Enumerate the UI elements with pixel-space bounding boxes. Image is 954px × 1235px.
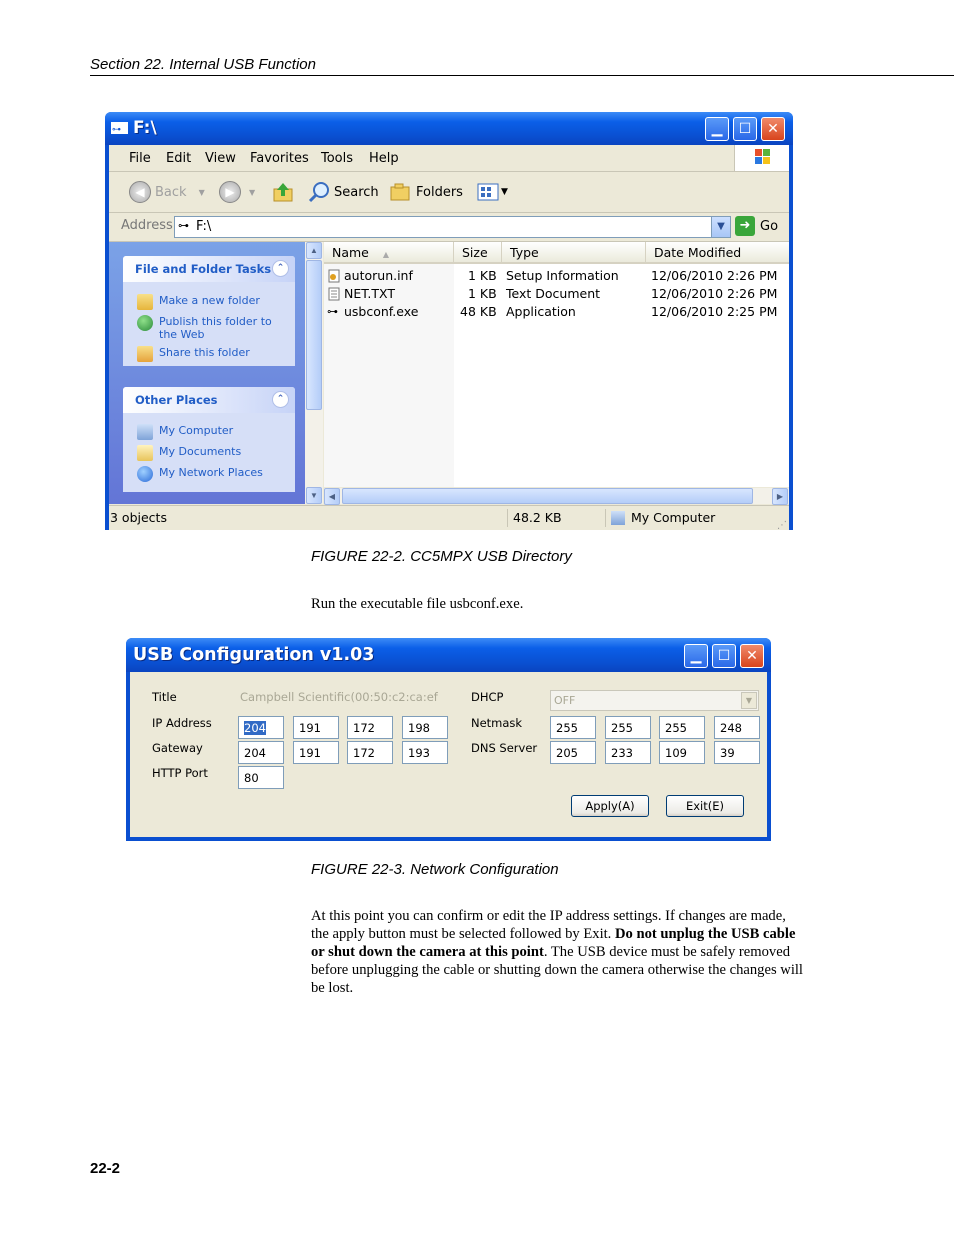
gateway-octet-1-input[interactable] bbox=[238, 741, 284, 764]
page-number: 22-2 bbox=[90, 1160, 121, 1177]
up-folder-button[interactable] bbox=[272, 172, 294, 212]
usb-config-titlebar[interactable] bbox=[126, 638, 771, 672]
chevron-down-icon: ▼ bbox=[198, 187, 205, 197]
file-date: 12/06/2010 2:26 PM bbox=[651, 286, 778, 301]
dhcp-select[interactable] bbox=[550, 690, 759, 711]
instruction-text: Run the executable file usbconf.exe. bbox=[311, 596, 524, 612]
gateway-label: Gateway bbox=[152, 741, 203, 755]
figure-caption-usb-directory: FIGURE 22-2. CC5MPX USB Directory bbox=[311, 548, 572, 565]
my-documents-icon bbox=[137, 445, 153, 461]
back-arrow-icon: ◀ bbox=[129, 181, 151, 203]
ip-octet-4-input[interactable] bbox=[402, 716, 448, 739]
header-rule bbox=[90, 75, 954, 76]
chevron-down-icon: ▼ bbox=[741, 692, 757, 709]
file-name: usbconf.exe bbox=[344, 304, 419, 319]
netmask-octet-3-input[interactable] bbox=[659, 716, 705, 739]
dns-octet-3-input[interactable] bbox=[659, 741, 705, 764]
folders-icon bbox=[389, 181, 413, 203]
figure-caption-network-configuration: FIGURE 22-3. Network Configuration bbox=[311, 861, 559, 878]
netmask-label: Netmask bbox=[471, 716, 523, 730]
menu-view[interactable]: View bbox=[205, 151, 236, 166]
paragraph-text: At this point you can confirm or edit the IP address settings. If changes are made, the apply button must be selected followed by Exit. bbox=[311, 908, 786, 942]
minimize-button[interactable] bbox=[705, 117, 729, 141]
menu-tools[interactable]: Tools bbox=[321, 151, 354, 166]
usb-config-title: USB Configuration v1.03 bbox=[133, 645, 375, 665]
dhcp-selected-value: OFF bbox=[554, 694, 576, 707]
address-dropdown-button[interactable] bbox=[711, 217, 730, 237]
text-file-icon bbox=[328, 287, 341, 301]
toolbar bbox=[109, 172, 789, 213]
folders-label: Folders bbox=[416, 184, 463, 200]
menu-help[interactable]: Help bbox=[369, 151, 399, 166]
horizontal-scrollbar[interactable] bbox=[324, 488, 789, 504]
other-places-panel bbox=[123, 387, 295, 492]
column-name[interactable] bbox=[324, 242, 454, 264]
ip-octet-1-input[interactable] bbox=[238, 716, 284, 739]
place-my-computer[interactable] bbox=[137, 424, 233, 440]
column-label: Date Modified bbox=[654, 245, 742, 260]
windows-flag-icon bbox=[734, 145, 789, 171]
netmask-octet-value: 255 bbox=[611, 721, 633, 735]
status-location-label: My Computer bbox=[631, 510, 716, 525]
title-label: Title bbox=[152, 690, 177, 704]
task-label: Make a new folder bbox=[159, 294, 260, 307]
file-type: Text Document bbox=[506, 286, 601, 301]
publish-globe-icon bbox=[137, 315, 153, 331]
usb-exe-icon: ⊶ bbox=[327, 305, 338, 318]
netmask-octet-2-input[interactable] bbox=[605, 716, 651, 739]
chevron-up-icon: ▲ bbox=[310, 246, 318, 255]
scroll-down-button[interactable] bbox=[306, 487, 322, 504]
gateway-octet-value: 204 bbox=[244, 746, 266, 760]
scroll-left-button[interactable] bbox=[324, 488, 340, 505]
address-bar bbox=[109, 213, 789, 242]
file-date: 12/06/2010 2:26 PM bbox=[651, 268, 778, 283]
file-type: Application bbox=[506, 304, 576, 319]
scroll-thumb[interactable] bbox=[306, 260, 322, 410]
chevron-down-icon: ▼ bbox=[249, 187, 256, 197]
http-port-input[interactable] bbox=[238, 766, 284, 789]
apply-button[interactable]: Apply(A) bbox=[571, 795, 649, 817]
http-port-label: HTTP Port bbox=[152, 766, 208, 780]
ip-address-label: IP Address bbox=[152, 716, 212, 730]
gateway-octet-4-input[interactable] bbox=[402, 741, 448, 764]
collapse-icon[interactable]: ⌃ bbox=[272, 391, 289, 408]
ip-octet-value: 204 bbox=[244, 721, 266, 735]
scroll-up-button[interactable] bbox=[306, 242, 322, 259]
device-title-value: Campbell Scientific(00:50:c2:ca:ef bbox=[240, 690, 438, 704]
status-size: 48.2 KB bbox=[513, 510, 562, 525]
go-label: Go bbox=[760, 218, 779, 234]
column-label: Name bbox=[332, 245, 369, 260]
ip-octet-2-input[interactable] bbox=[293, 716, 339, 739]
place-label: My Computer bbox=[159, 424, 234, 437]
new-folder-icon bbox=[137, 294, 153, 310]
place-my-network-places[interactable] bbox=[137, 466, 263, 482]
up-folder-icon bbox=[272, 181, 294, 203]
usb-config-window bbox=[126, 638, 771, 841]
file-size: 1 KB bbox=[468, 268, 497, 283]
gateway-octet-value: 172 bbox=[353, 746, 375, 760]
explorer-titlebar[interactable] bbox=[105, 112, 793, 145]
task-pane bbox=[109, 242, 305, 504]
minimize-icon: ▁ bbox=[711, 121, 723, 137]
scroll-thumb[interactable] bbox=[342, 488, 753, 504]
closing-paragraph bbox=[311, 907, 806, 997]
ip-octet-value: 198 bbox=[408, 721, 430, 735]
menu-favorites[interactable]: Favorites bbox=[250, 151, 309, 166]
ip-octet-value: 172 bbox=[353, 721, 375, 735]
dns-octet-1-input[interactable] bbox=[550, 741, 596, 764]
dns-octet-4-input[interactable] bbox=[714, 741, 760, 764]
dhcp-label: DHCP bbox=[471, 690, 504, 704]
menu-edit[interactable]: Edit bbox=[166, 151, 192, 166]
gateway-octet-value: 193 bbox=[408, 746, 430, 760]
task-label: Share this folder bbox=[159, 346, 250, 359]
share-folder-icon bbox=[137, 346, 153, 362]
column-date-modified[interactable] bbox=[646, 242, 789, 264]
search-label: Search bbox=[334, 184, 379, 200]
column-size[interactable] bbox=[454, 242, 502, 264]
place-label: My Documents bbox=[159, 445, 242, 458]
section-header: Section 22. Internal USB Function bbox=[90, 56, 316, 73]
my-computer-icon bbox=[611, 511, 625, 525]
setup-file-icon bbox=[328, 269, 341, 283]
other-places-header[interactable] bbox=[123, 387, 295, 413]
file-row[interactable] bbox=[324, 285, 789, 303]
views-icon bbox=[477, 182, 501, 202]
file-list bbox=[324, 242, 789, 487]
dns-octet-value: 109 bbox=[665, 746, 687, 760]
address-value: F:\ bbox=[196, 219, 212, 234]
netmask-octet-value: 255 bbox=[665, 721, 687, 735]
menu-file[interactable]: File bbox=[129, 151, 151, 166]
chevron-down-icon: ▼ bbox=[310, 491, 318, 500]
maximize-button[interactable] bbox=[712, 644, 736, 668]
netmask-octet-1-input[interactable] bbox=[550, 716, 596, 739]
ip-octet-value: 191 bbox=[299, 721, 321, 735]
file-folder-tasks-title: File and Folder Tasks bbox=[135, 262, 272, 276]
svg-text:⊶: ⊶ bbox=[112, 125, 121, 135]
go-arrow-icon: ➜ bbox=[735, 216, 755, 236]
netmask-octet-4-input[interactable] bbox=[714, 716, 760, 739]
column-label: Type bbox=[510, 245, 539, 260]
dns-octet-value: 233 bbox=[611, 746, 633, 760]
explorer-window bbox=[105, 112, 793, 530]
paragraph-warning: Do not unplug the USB cable or shut down the camera at this point bbox=[311, 926, 796, 960]
explorer-client bbox=[109, 145, 789, 530]
forward-button[interactable] bbox=[219, 172, 255, 212]
gateway-octet-2-input[interactable] bbox=[293, 741, 339, 764]
chevron-right-icon: ▶ bbox=[776, 492, 784, 501]
status-location bbox=[611, 506, 715, 530]
maximize-icon: ☐ bbox=[717, 648, 731, 664]
close-button[interactable] bbox=[761, 117, 785, 141]
usb-icon: ⊶ bbox=[178, 219, 189, 232]
resize-grip-icon[interactable]: ⋰ bbox=[777, 520, 787, 531]
file-size: 48 KB bbox=[460, 304, 497, 319]
close-button[interactable] bbox=[740, 644, 764, 668]
dns-server-label: DNS Server bbox=[471, 741, 538, 755]
other-places-title: Other Places bbox=[135, 393, 218, 407]
file-folder-tasks-header[interactable] bbox=[123, 256, 295, 282]
netmask-octet-value: 248 bbox=[720, 721, 742, 735]
network-places-icon bbox=[137, 466, 153, 482]
gateway-octet-3-input[interactable] bbox=[347, 741, 393, 764]
folders-button[interactable] bbox=[389, 172, 463, 212]
minimize-icon: ▁ bbox=[690, 648, 702, 664]
file-name: autorun.inf bbox=[344, 268, 413, 283]
paragraph-text: . The USB device must be safely removed before unplugging the cable or shutting down the camera otherwise the changes will be lost. bbox=[311, 944, 803, 996]
collapse-icon[interactable]: ⌃ bbox=[272, 260, 289, 277]
task-label: Publish this folder to the Web bbox=[159, 315, 272, 341]
file-folder-tasks-panel bbox=[123, 256, 295, 366]
place-label: My Network Places bbox=[159, 466, 263, 479]
file-row[interactable] bbox=[324, 267, 789, 285]
views-button[interactable] bbox=[477, 172, 508, 212]
task-make-new-folder[interactable] bbox=[137, 294, 260, 310]
scroll-right-button[interactable] bbox=[772, 488, 788, 505]
file-row[interactable] bbox=[324, 303, 789, 321]
close-icon: ✕ bbox=[746, 648, 758, 664]
vertical-scrollbar[interactable] bbox=[305, 242, 323, 504]
http-port-value: 80 bbox=[244, 771, 259, 785]
close-icon: ✕ bbox=[767, 121, 779, 137]
chevron-left-icon: ◀ bbox=[328, 492, 336, 501]
my-computer-icon bbox=[137, 424, 153, 440]
go-button[interactable] bbox=[735, 216, 778, 236]
maximize-icon: ☐ bbox=[738, 121, 752, 137]
dns-octet-value: 205 bbox=[556, 746, 578, 760]
status-divider bbox=[605, 509, 606, 527]
usb-config-client bbox=[130, 672, 767, 837]
chevron-down-icon: ▼ bbox=[501, 187, 508, 197]
exit-button[interactable]: Exit(E) bbox=[666, 795, 744, 817]
search-icon bbox=[307, 181, 331, 203]
place-my-documents[interactable] bbox=[137, 445, 241, 461]
netmask-octet-value: 255 bbox=[556, 721, 578, 735]
status-divider bbox=[507, 509, 508, 527]
chevron-down-icon: ▼ bbox=[717, 221, 725, 232]
gateway-octet-value: 191 bbox=[299, 746, 321, 760]
minimize-button[interactable] bbox=[684, 644, 708, 668]
status-object-count: 3 objects bbox=[110, 510, 167, 525]
dns-octet-2-input[interactable] bbox=[605, 741, 651, 764]
file-type: Setup Information bbox=[506, 268, 619, 283]
menu-bar bbox=[109, 145, 789, 172]
sort-ascending-icon: ▲ bbox=[382, 250, 390, 259]
column-label: Size bbox=[462, 245, 488, 260]
search-button[interactable] bbox=[307, 172, 379, 212]
address-label: Address bbox=[121, 218, 173, 233]
status-bar bbox=[109, 505, 789, 531]
dns-octet-value: 39 bbox=[720, 746, 735, 760]
maximize-button[interactable] bbox=[733, 117, 757, 141]
ip-octet-3-input[interactable] bbox=[347, 716, 393, 739]
address-input[interactable] bbox=[174, 216, 731, 238]
file-date: 12/06/2010 2:25 PM bbox=[651, 304, 778, 319]
task-publish-folder[interactable] bbox=[137, 315, 277, 341]
back-button[interactable] bbox=[129, 172, 205, 212]
file-name: NET.TXT bbox=[344, 286, 395, 301]
task-share-folder[interactable] bbox=[137, 346, 250, 362]
forward-arrow-icon: ▶ bbox=[219, 181, 241, 203]
back-label: Back bbox=[155, 184, 187, 200]
explorer-title: F:\ bbox=[133, 118, 157, 138]
usb-drive-icon bbox=[111, 121, 128, 135]
file-size: 1 KB bbox=[468, 286, 497, 301]
column-type[interactable] bbox=[502, 242, 646, 264]
